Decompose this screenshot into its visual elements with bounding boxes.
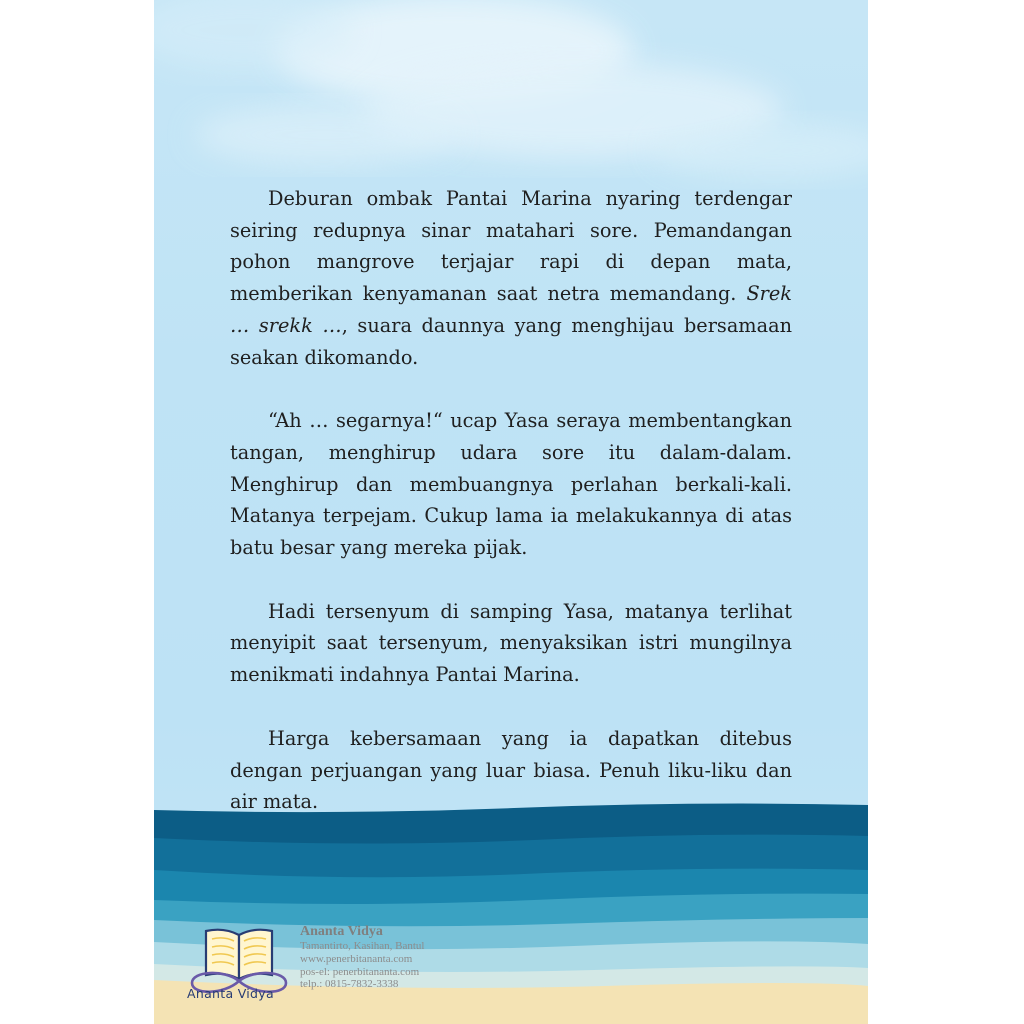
paragraph-text: , suara daunnya yang menghijau bersamaan seakan dikomando. <box>230 313 793 369</box>
paragraph-text: “Ah … segarnya!“ ucap Yasa seraya membentangkan tangan, menghirup udara sore itu dalam-dalam. Menghirup dan membuangnya perlahan berkali-kali. Matanya terpejam. Cukup lama ia melakukannya di atas batu besar yang mereka pijak. <box>230 409 792 560</box>
logo-wordmark: Ananta Vidya <box>187 986 274 1001</box>
publisher-address: Tamantirto, Kasihan, Bantul <box>300 940 425 952</box>
publisher-name: Ananta Vidya <box>300 924 383 939</box>
publisher-phone: telp.: 0815-7832-3338 <box>300 978 399 991</box>
paragraph-text: Deburan ombak Pantai Marina nyaring terdengar seiring redupnya sinar matahari sore. Pemandangan pohon mangrove terjajar rapi di depan mata, memberikan kenyamanan saat netra memandang. <box>230 187 792 306</box>
story-paragraph <box>230 183 792 373</box>
story-paragraph <box>230 405 792 564</box>
paragraph-text: Hadi tersenyum di samping Yasa, matanya terlihat menyipit saat tersenyum, menyaksikan istri mungilnya menikmati indahnya Pantai Marina. <box>230 599 792 687</box>
story-text <box>230 183 792 818</box>
paragraph-text: Harga kebersamaan yang ia dapatkan ditebus dengan perjuangan yang luar biasa. Penuh liku-liku dan air mata. <box>230 726 792 814</box>
publisher-website: www.penerbitananta.com <box>300 952 413 965</box>
publisher-info <box>300 924 424 991</box>
sound-effect-text: Srek … srekk … <box>230 282 792 337</box>
back-cover <box>154 0 868 1024</box>
publisher-email: pos-el: penerbitananta.com <box>300 965 420 978</box>
story-paragraph <box>230 596 792 691</box>
cloud-illustration <box>154 0 868 200</box>
